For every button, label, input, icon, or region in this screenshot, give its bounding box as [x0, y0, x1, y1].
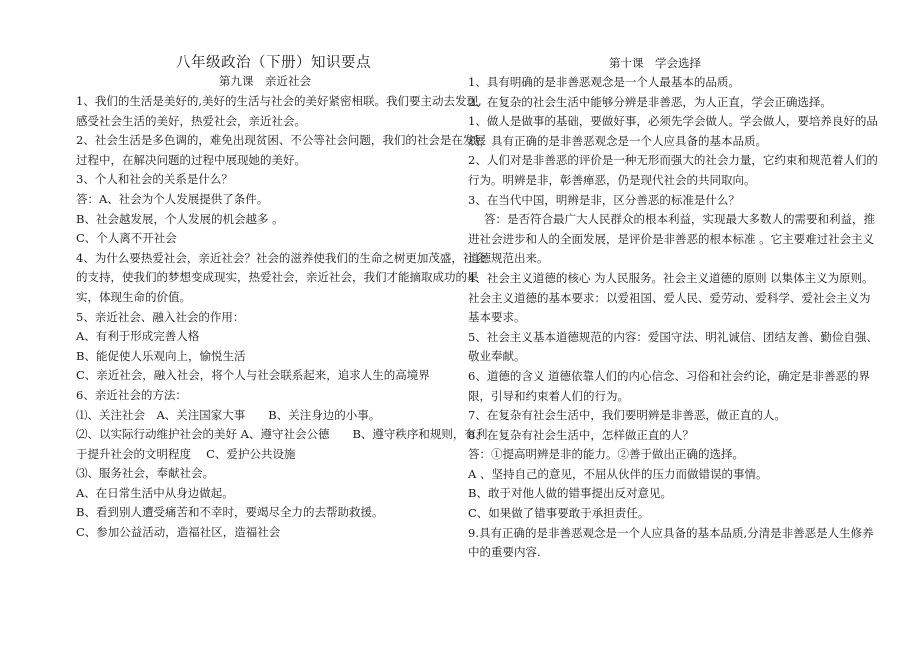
text-line: 感受社会生活的美好，热爱社会，亲近社会。 — [76, 113, 306, 128]
text-line: 3、个人和社会的关系是什么？ — [76, 172, 233, 187]
text-line: 答：是否符合最广大人民群众的根本利益，实现最大多数人的需要和利益，推 — [484, 212, 875, 227]
text-line: 质，具有正确的是非善恶观念是一个人应具备的基本品质。 — [468, 133, 767, 148]
text-line: A、有利于形成完善人格 — [76, 329, 200, 344]
text-line: 1、具有明确的是非善恶观念是一个人最基本的品质。 — [468, 75, 740, 89]
text-line: 6、道德的含义 道德依靠人们的内心信念、习俗和社会约论，确定是非善恶的界 — [468, 368, 870, 383]
text-line: 4、社会主义道德的核心 为人民服务。社会主义道德的原则 以集体主义为原则。 — [468, 270, 874, 285]
text-line: 基本要求。 — [468, 310, 526, 325]
text-line: 道德规范出来。 — [468, 251, 549, 266]
text-line: 实，体现生命的价值。 — [76, 289, 191, 304]
text-line: B、看到别人遭受痛苦和不幸时，要竭尽全力的去帮助救援。 — [76, 505, 384, 520]
text-line: 8、在复杂有社会生活中，怎样做正直的人？ — [468, 427, 694, 442]
text-line: B、社会越发展，个人发展的机会越多 。 — [76, 211, 284, 226]
text-line: 进社会进步和人的全面发展，是评价是非善恶的根本标准 。它主要难过社会主义 — [468, 231, 875, 246]
text-line: 中的重要内容. — [468, 545, 541, 560]
lesson-9-heading: 第九课 亲近社会 — [219, 74, 311, 88]
text-line: C、参加公益活动，造福社区，造福社会 — [76, 525, 281, 540]
text-line: 行为。明辨是非，彰善瘅恶，仍是现代社会的共同取向。 — [468, 172, 756, 187]
text-line: 9.具有正确的是非善恶观念是一个人应具备的基本品质,分清是非善恶是人生修养 — [468, 525, 874, 540]
text-line: ⑶、服务社会，奉献社会。 — [76, 466, 214, 481]
text-line: C、亲近社会，融入社会，将个人与社会联系起来，追求人生的高境界 — [76, 368, 430, 383]
text-line: 2、在复杂的社会生活中能够分辨是非善恶，为人正直，学会正确选择。 — [468, 94, 832, 109]
text-line: 2、社会生活是多色调的，难免出现贫困、不公等社会问题，我们的社会是在发展 — [76, 133, 486, 148]
text-line: 6、亲近社会的方法： — [76, 387, 187, 402]
text-line: C、个人离不开社会 — [76, 231, 177, 246]
document-title: 八年级政治（下册）知识要点 — [176, 55, 371, 71]
text-line: 7、在复杂有社会生活中，我们要明辨是非善恶，做正直的人。 — [468, 408, 786, 423]
text-line: 3、在当代中国，明辨是非，区分善恶的标准是什么？ — [468, 192, 740, 207]
text-line: 答：A、社会为个人发展提供了条件。 — [76, 191, 269, 206]
text-line: A 、坚持自己的意见，不屈从伙伴的压力而做错误的事情。 — [468, 466, 768, 481]
text-line: B、敢于对他人做的错事提出反对意见。 — [468, 486, 672, 501]
text-line: ⑵、以实际行动维护社会的美好 A、遵守社会公德 B、遵守秩序和规则，有利 — [76, 427, 488, 442]
text-line: 5、亲近社会、融入社会的作用： — [76, 309, 245, 324]
text-line: 的支持，使我们的梦想变成现实，热爱社会，亲近社会，我们才能摘取成功的果 — [76, 270, 479, 285]
text-line: 过程中，在解决问题的过程中展现她的美好。 — [76, 152, 306, 167]
text-line: 1、我们的生活是美好的,美好的生活与社会的美好紧密相联。我们要主动去发现, — [76, 94, 482, 108]
text-line: B、能促使人乐观向上，愉悦生活 — [76, 348, 246, 363]
text-line: 社会主义道德的基本要求：以爱祖国、爱人民、爱劳动、爱科学、爱社会主义为 — [468, 290, 871, 305]
text-line: A、在日常生活中从身边做起。 — [76, 485, 234, 500]
text-line: 答：①提高明辨是非的能力。②善于做出正确的选择。 — [468, 447, 744, 462]
text-line: ⑴、关注社会 A、关注国家大事 B、关注身边的小事。 — [76, 407, 381, 422]
lesson-9-body — [76, 92, 488, 543]
text-line: C、如果做了错事要敢于承担责任。 — [468, 506, 650, 521]
text-line: 4、为什么要热爱社会，亲近社会？社会的滋养使我们的生命之树更加茂盛，社会 — [76, 250, 486, 265]
lesson-10-body — [468, 73, 878, 563]
lesson-10-heading: 第十课 学会选择 — [609, 56, 701, 70]
text-line: 于提升社会的文明程度 C、爱护公共设施 — [76, 446, 296, 461]
text-line: 敬业奉献。 — [468, 349, 526, 364]
text-line: 限，引导和约束着人们的行为。 — [468, 388, 629, 403]
text-line: 2、人们对是非善恶的评价是一种无形而强大的社会力量，它约束和规范着人们的 — [468, 153, 878, 168]
text-line: 1、做人是做事的基础，要做好事，必须先学会做人。学会做人，要培养良好的品 — [468, 114, 878, 129]
text-line: 5、社会主义基本道德规范的内容：爱国守法、明礼诚信、团结友善、勤俭自强、 — [468, 329, 878, 344]
